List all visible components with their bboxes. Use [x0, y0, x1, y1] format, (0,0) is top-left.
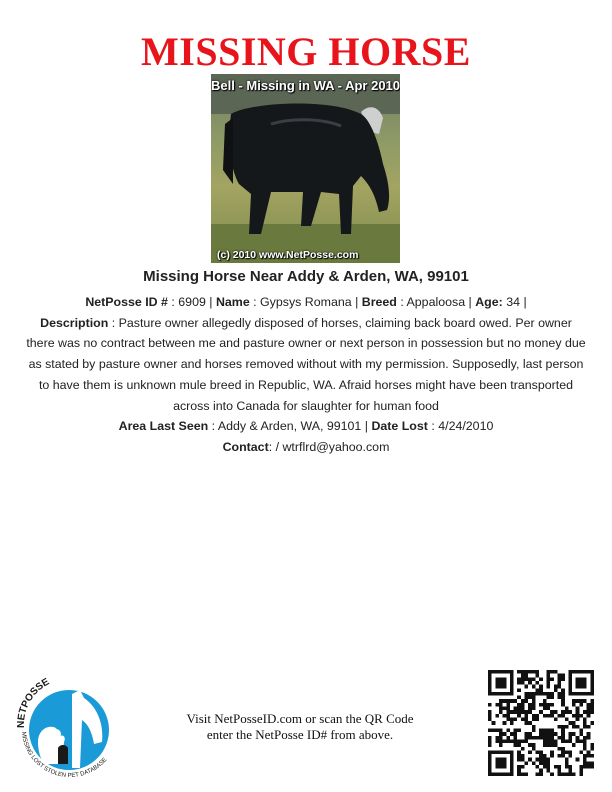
qr-code-graphic: [488, 670, 594, 776]
horse-image: [211, 74, 400, 263]
horse-photo: [211, 74, 400, 263]
name-value: Gypsys Romana: [260, 295, 352, 309]
name-label: Name: [215, 295, 250, 309]
age-value: 34: [506, 295, 520, 309]
footer-line-1: Visit NetPosseID.com or scan the QR Code: [186, 711, 414, 726]
listing-headline: Missing Horse Near Addy & Arden, WA, 99101: [143, 268, 469, 285]
description-label: Description: [40, 315, 109, 330]
description-value: Pasture owner allegedly disposed of horses, claiming back board owed. Per owner there was no contract between me and pasture owner or next person in possession but no money due as stated by pasture owner and horses removed without with my permission. Supposedly, last person to have them is unknown mule breed in Republic, WA. Afraid horses might have been transported across into Canada for slaughter for human food: [26, 315, 586, 413]
area-value: Addy & Arden, WA, 99101: [217, 419, 362, 434]
photo-caption: Bell - Missing in WA - Apr 2010: [211, 78, 400, 93]
qr-code-icon[interactable]: [488, 670, 594, 776]
date-label: Date Lost: [371, 419, 428, 434]
details-line-id: NetPosse ID # : 6909 | Name : Gypsys Romana | Breed : Appaloosa | Age: 34 |: [85, 295, 527, 309]
listing-details: [26, 292, 586, 458]
page-title: MISSING HORSE: [141, 29, 471, 74]
age-label: Age:: [475, 295, 503, 309]
id-label: NetPosse ID #: [85, 295, 168, 309]
contact-value: / wtrflrd@yahoo.com: [275, 439, 390, 454]
footer-instructions: [140, 711, 460, 743]
logo-bottom-text: MISSING LOST STOLEN PET DATABASE: [19, 731, 109, 780]
details-line-contact: Contact: / wtrflrd@yahoo.com: [222, 439, 390, 454]
logo-top-text: NETPOSSE: [15, 676, 52, 729]
date-value: 4/24/2010: [438, 419, 494, 434]
area-label: Area Last Seen: [118, 419, 209, 434]
details-line-area: Area Last Seen : Addy & Arden, WA, 99101 | Date Lost : 4/24/2010: [118, 419, 494, 434]
photo-credit: (c) 2010 www.NetPosse.com: [217, 249, 359, 261]
details-line-description: Description : Pasture owner allegedly disposed of horses, claiming back board owed. Per owner there was no contract between me and pasture owner or next person in possession but no money due as stated by pasture owner and horses removed without with my permission. Supposedly, last person to have them is unknown mule breed in Republic, WA. Afraid horses might have been transported across into Canada for slaughter for human food: [26, 315, 586, 413]
footer-line-2: enter the NetPosse ID# from above.: [206, 727, 394, 742]
contact-label: Contact: [222, 439, 269, 454]
breed-label: Breed: [361, 295, 397, 309]
id-value: 6909: [178, 295, 206, 309]
netposse-logo-icon: [14, 672, 128, 780]
breed-value: Appaloosa: [406, 295, 466, 309]
netposse-logo: [14, 672, 128, 780]
